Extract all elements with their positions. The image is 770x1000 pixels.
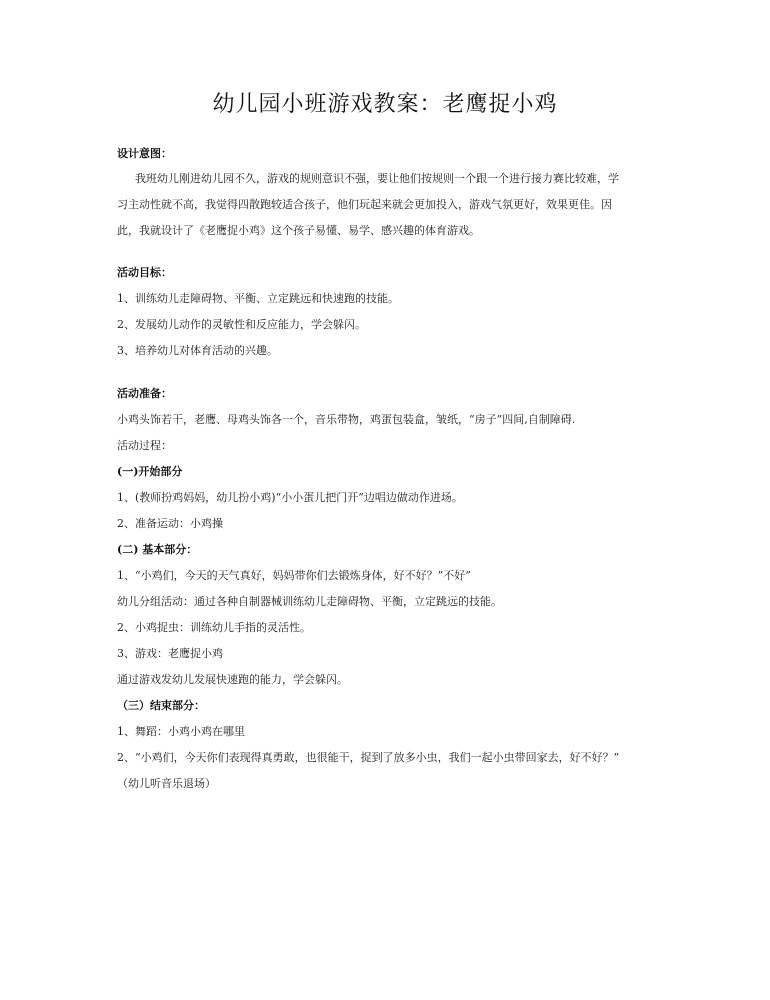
- design-paragraph-line: 习主动性就不高，我觉得四散跑较适合孩子，他们玩起来就会更加投入，游戏气氛更好，效果更佳。因: [117, 198, 612, 211]
- prep-heading: 活动准备：: [117, 387, 172, 400]
- part1-item: 1、(教师扮鸡妈妈，幼儿扮小鸡)“小小蛋儿把门开”边唱边做动作进场。: [117, 491, 463, 504]
- goals-heading: 活动目标：: [117, 266, 172, 279]
- goal-item: 1、训练幼儿走障碍物、平衡、立定跳远和快速跑的技能。: [117, 292, 399, 305]
- part2-item: 3、游戏：老鹰捉小鸡: [117, 647, 223, 660]
- design-paragraph-line: 此，我就设计了《老鹰捉小鸡》这个孩子易懂、易学、感兴趣的体育游戏。: [117, 224, 480, 237]
- goal-item: 3、培养幼儿对体育活动的兴趣。: [117, 344, 278, 357]
- part1-item: 2、准备运动：小鸡操: [117, 517, 223, 530]
- part3-heading: （三）结束部分：: [117, 699, 205, 712]
- goal-item: 2、发展幼儿动作的灵敏性和反应能力，学会躲闪。: [117, 318, 366, 331]
- part2-item: 2、小鸡捉虫：训练幼儿手指的灵活性。: [117, 621, 311, 634]
- part2-heading: (二) 基本部分：: [117, 543, 198, 556]
- part1-heading: (一)开始部分: [117, 465, 183, 478]
- part2-item: 通过游戏发幼儿发展快速跑的能力，学会躲闪。: [117, 673, 348, 686]
- process-heading: 活动过程：: [117, 439, 172, 452]
- part3-item: 1、舞蹈：小鸡小鸡在哪里: [117, 725, 245, 738]
- prep-text: 小鸡头饰若干，老鹰、母鸡头饰各一个，音乐带物，鸡蛋包装盒，皱纸，“房子”四间,自制障碍.: [117, 413, 576, 426]
- design-heading: 设计意图：: [117, 147, 172, 160]
- part2-item: 幼儿分组活动：通过各种自制器械训练幼儿走障碍物、平衡，立定跳远的技能。: [117, 595, 502, 608]
- page-title: 幼儿园小班游戏教案：老鹰捉小鸡: [212, 92, 558, 117]
- part3-item: 2、“小鸡们，今天你们表现得真勇敢，也很能干，捉到了放多小虫，我们一起小虫带回家去，好不好？”: [117, 751, 620, 764]
- part3-item: （幼儿听音乐退场）: [117, 777, 216, 790]
- design-paragraph-line: 我班幼儿刚进幼儿园不久，游戏的规则意识不强，要让他们按规则一个跟一个进行接力赛比较难，学: [135, 172, 619, 185]
- part2-item: 1、“小鸡们，今天的天气真好，妈妈带你们去锻炼身体，好不好？”不好”: [117, 569, 471, 582]
